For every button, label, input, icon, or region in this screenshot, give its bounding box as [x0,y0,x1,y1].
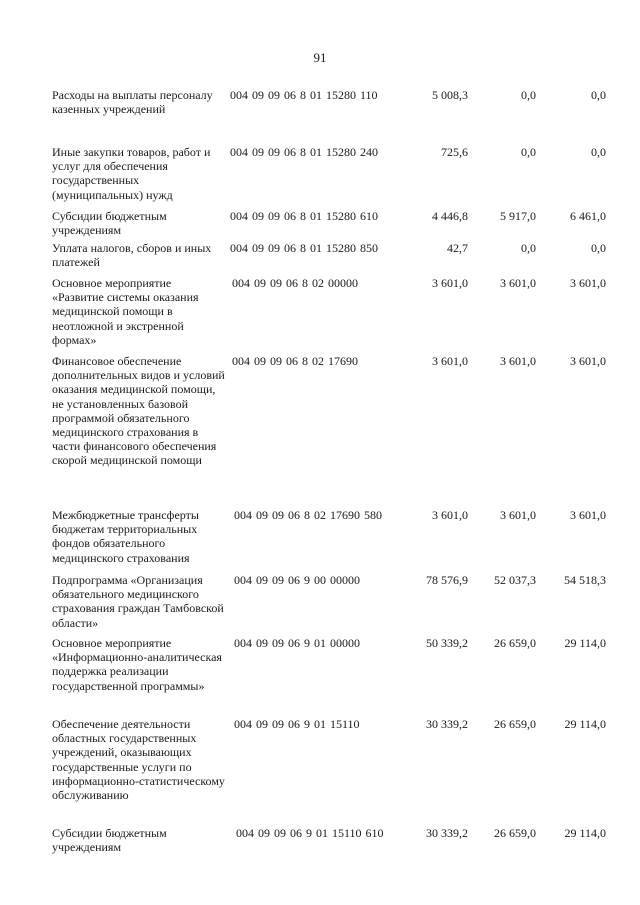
row-value-1: 42,7 [447,241,468,255]
table-row [0,636,640,717]
row-name: Субсидии бюджетным учреждениям [52,209,167,238]
row-name: Субсидии бюджетным учреждениям [52,826,167,855]
row-value-3: 3 601,0 [570,276,606,290]
page-number: 91 [313,50,327,65]
row-value-1: 30 339,2 [426,717,468,731]
budget-table [0,88,640,860]
table-row [0,826,640,860]
row-value-1: 50 339,2 [426,636,468,650]
row-code: 004 09 09 06 9 01 15110 [234,717,360,731]
table-row [0,145,640,209]
row-code: 004 09 09 06 9 00 00000 [234,573,360,587]
row-value-3: 0,0 [591,145,606,159]
row-value-2: 3 601,0 [500,276,536,290]
row-value-2: 0,0 [521,88,536,102]
table-row [0,276,640,354]
row-value-1: 3 601,0 [432,508,468,522]
row-value-1: 3 601,0 [432,354,468,368]
row-name: Обеспечение деятельности областных государственных учреждений, оказывающих государственные услуги по информационно-статистическому обслуживанию [52,717,225,803]
row-name: Межбюджетные трансферты бюджетам территориальных фондов обязательного медицинского страхования [52,508,199,565]
row-value-2: 5 917,0 [500,209,536,223]
row-value-1: 4 446,8 [432,209,468,223]
table-row [0,354,640,508]
row-value-3: 29 114,0 [564,636,606,650]
row-value-1: 725,6 [441,145,468,159]
row-name: Основное мероприятие «Развитие системы оказания медицинской помощи в неотложной и экстренной формах» [52,276,199,347]
row-code: 004 09 09 06 9 01 00000 [234,636,360,650]
row-value-1: 3 601,0 [432,276,468,290]
row-code: 004 09 09 06 8 01 15280 240 [230,145,378,159]
row-code: 004 09 09 06 8 01 15280 110 [230,88,378,102]
row-value-1: 5 008,3 [432,88,468,102]
table-row [0,573,640,636]
row-name: Финансовое обеспечение дополнительных видов и условий оказания медицинской помощи, не установленных базовой программой обязательного медицинского страхования в части финансового обеспечения скорой медицинской помощи [52,354,225,468]
table-row [0,209,640,241]
row-code: 004 09 09 06 9 01 15110 610 [236,826,384,840]
row-name: Подпрограмма «Организация обязательного медицинского страхования граждан Тамбовской области» [52,573,224,630]
row-code: 004 09 09 06 8 02 00000 [232,276,358,290]
table-row [0,241,640,276]
row-value-2: 26 659,0 [494,636,536,650]
row-value-3: 0,0 [591,88,606,102]
row-value-3: 6 461,0 [570,209,606,223]
row-value-2: 26 659,0 [494,826,536,840]
table-row [0,717,640,826]
row-value-3: 3 601,0 [570,354,606,368]
row-value-1: 30 339,2 [426,826,468,840]
row-name: Основное мероприятие «Информационно-аналитическая поддержка реализации государственной программы» [52,636,222,693]
row-value-2: 3 601,0 [500,354,536,368]
row-code: 004 09 09 06 8 01 15280 850 [230,241,378,255]
row-name: Иные закупки товаров, работ и услуг для обеспечения государственных (муниципальных) нужд [52,145,211,202]
row-code: 004 09 09 06 8 02 17690 580 [234,508,382,522]
row-value-3: 54 518,3 [564,573,606,587]
table-row [0,508,640,573]
row-value-3: 29 114,0 [564,826,606,840]
row-name: Уплата налогов, сборов и иных платежей [52,241,212,270]
row-value-2: 3 601,0 [500,508,536,522]
row-value-3: 0,0 [591,241,606,255]
row-value-2: 26 659,0 [494,717,536,731]
row-code: 004 09 09 06 8 01 15280 610 [230,209,378,223]
row-value-3: 3 601,0 [570,508,606,522]
row-value-2: 0,0 [521,241,536,255]
row-value-1: 78 576,9 [426,573,468,587]
table-row [0,88,640,145]
row-value-3: 29 114,0 [564,717,606,731]
row-name: Расходы на выплаты персоналу казенных учреждений [52,88,213,117]
row-value-2: 52 037,3 [494,573,536,587]
row-code: 004 09 09 06 8 02 17690 [232,354,358,368]
row-value-2: 0,0 [521,145,536,159]
